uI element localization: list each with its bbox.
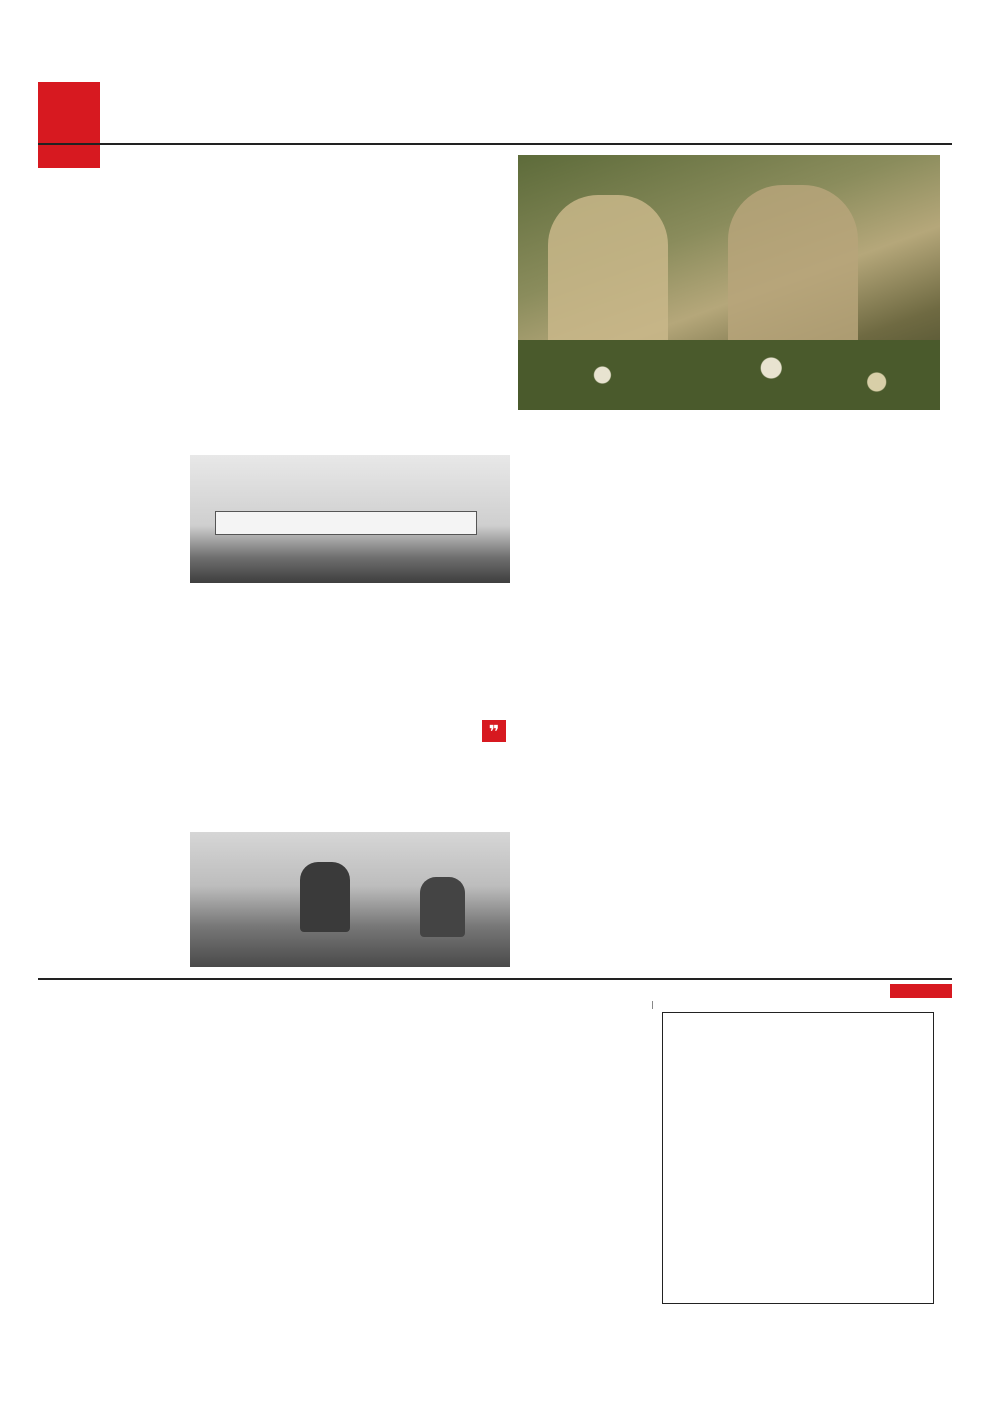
banner-sign <box>215 511 477 535</box>
column-6 <box>518 598 620 972</box>
puzzle-bar <box>38 984 952 998</box>
main-photo <box>518 155 940 410</box>
column-4 <box>790 706 948 972</box>
column-1 <box>352 152 512 450</box>
puzzle-separator <box>38 978 952 980</box>
phone-number <box>470 126 590 138</box>
mini-crossword-grid <box>198 1212 290 1354</box>
photo-soldier-1 <box>300 862 350 932</box>
puzzle-section-label <box>890 984 952 998</box>
column-3 <box>40 152 185 972</box>
banner-photo <box>190 455 510 583</box>
photo-caption-vertical <box>942 160 956 408</box>
rpg-photo <box>190 832 510 967</box>
header-rule <box>38 143 952 145</box>
page-number <box>72 90 112 130</box>
photo-flowers <box>518 340 940 410</box>
crossword-row-numbers <box>932 1010 946 1300</box>
column-5 <box>626 706 784 972</box>
column-2 <box>190 152 348 450</box>
sudoku-grid[interactable] <box>40 1040 190 1190</box>
section-logo <box>415 82 595 127</box>
photo-soldier-2 <box>420 877 465 937</box>
puzzle-credits: | <box>648 1000 656 1009</box>
crossword-grid[interactable] <box>662 1012 934 1304</box>
quote-mark-icon: ❞ <box>482 720 506 742</box>
crossword-column-numbers <box>662 998 932 1010</box>
